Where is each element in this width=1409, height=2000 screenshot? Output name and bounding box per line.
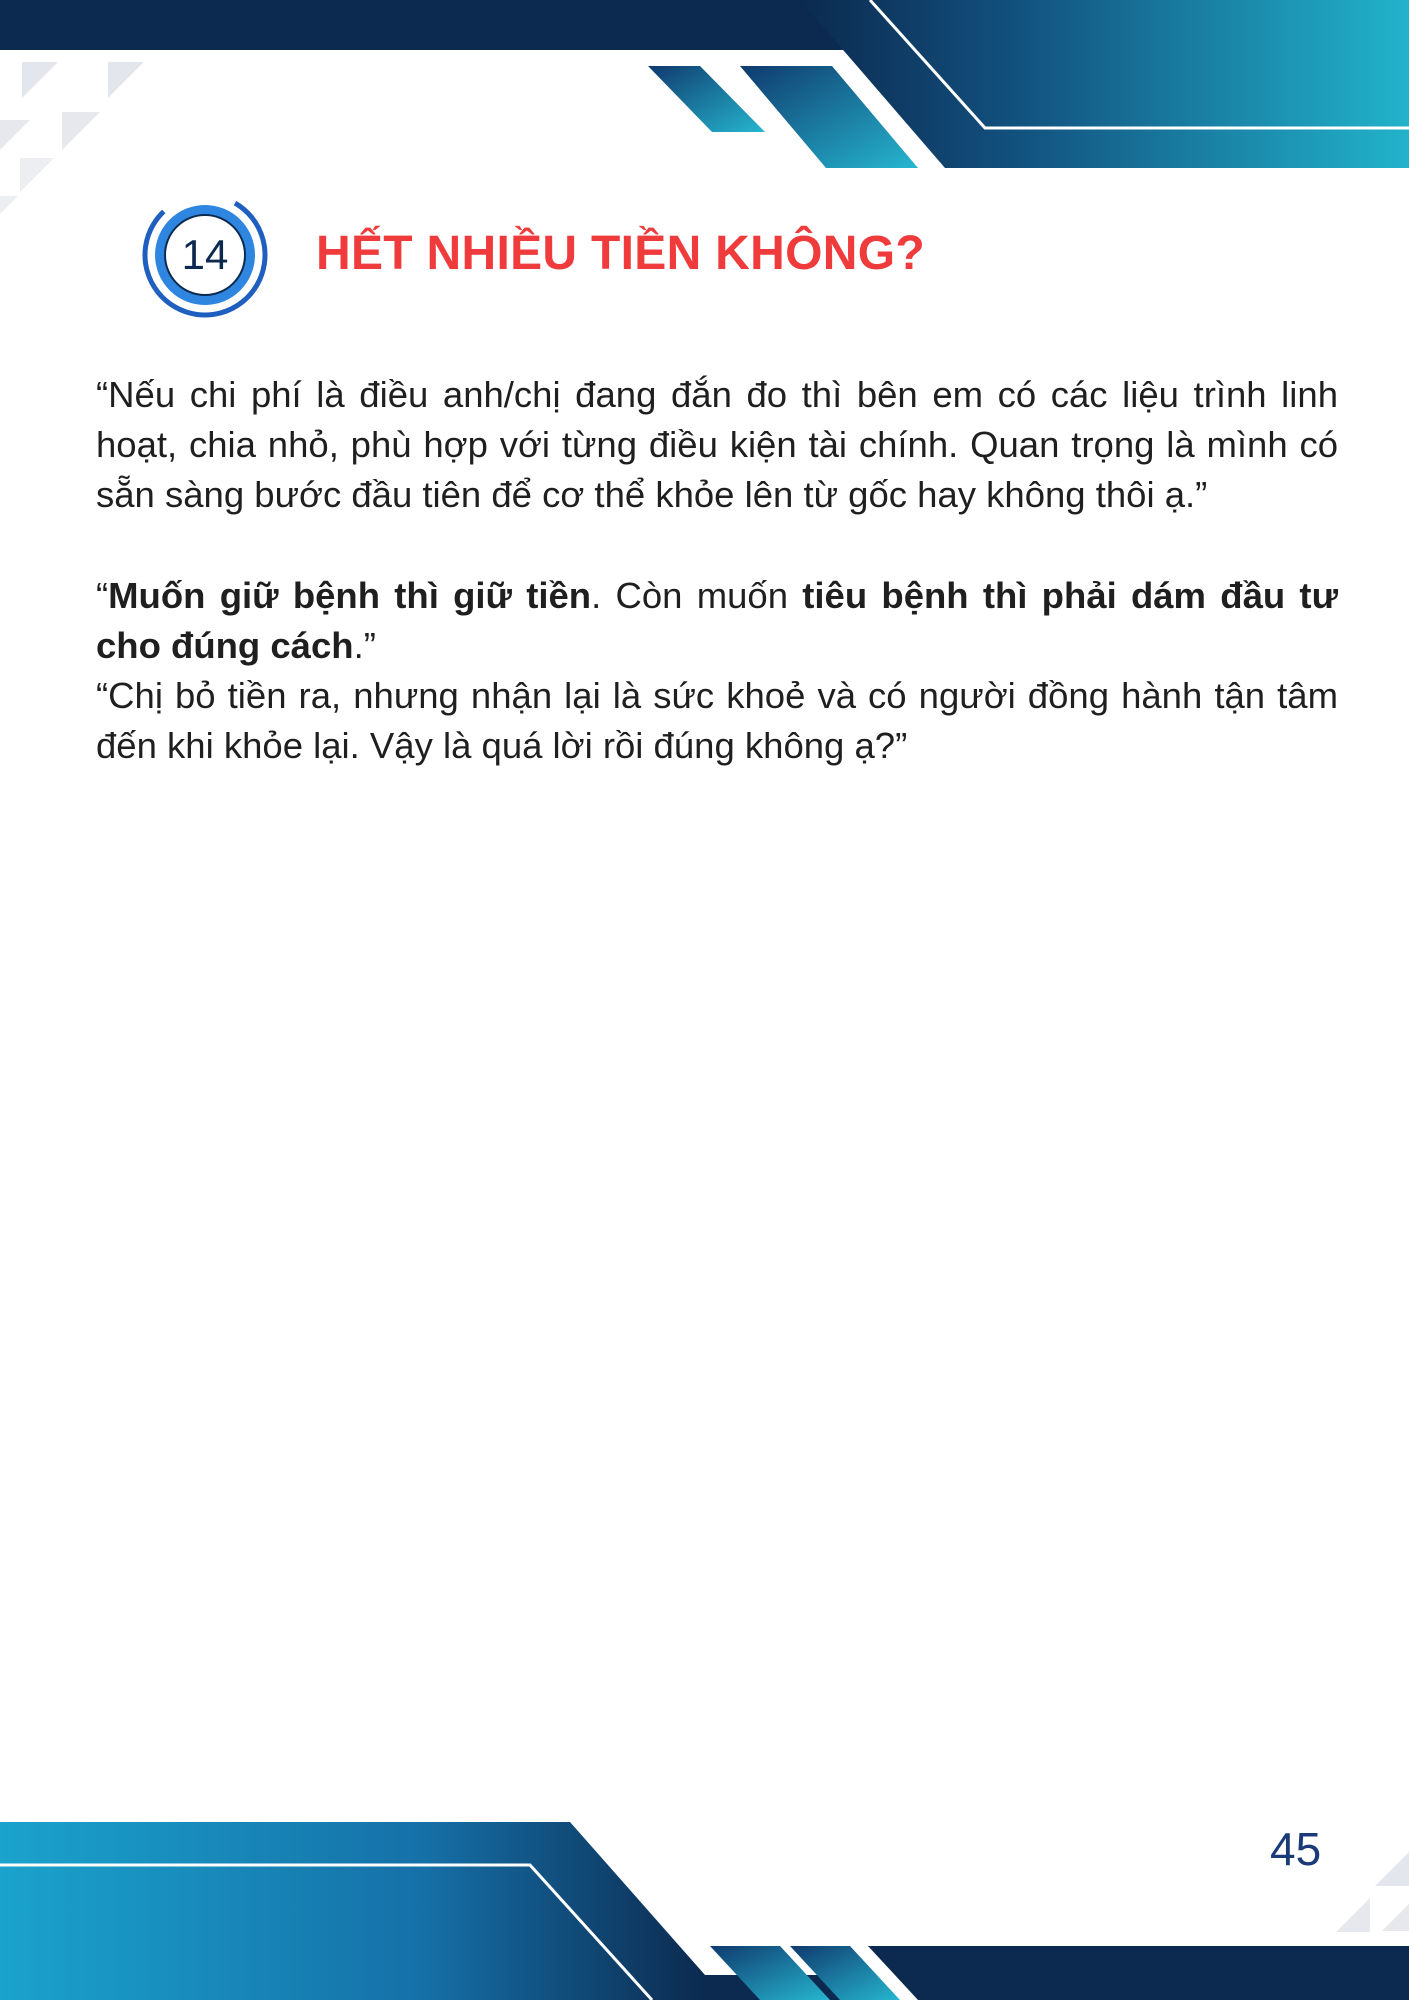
paragraph-cost-options: “Nếu chi phí là điều anh/chị đang đắn đo thì bên em có các liệu trình linh hoạt, chia nhỏ, phù hợp với từng điều kiện tài chính. Quan trọng là mình có sẵn sàng bước đầu tiên để cơ thể khỏe lên từ gốc hay không thôi ạ.” xyxy=(96,374,1338,516)
bottom-footer-decoration xyxy=(0,1822,1409,2000)
paragraph-worth-it: “Chị bỏ tiền ra, nhưng nhận lại là sức khoẻ và có người đồng hành tận tâm đến khi khỏe lại. Vậy là quá lời rồi đúng không ạ?” xyxy=(96,675,1338,767)
page-number: 45 xyxy=(1270,1823,1322,1875)
close-quote: .” xyxy=(353,624,376,666)
paragraph-invest-health xyxy=(96,571,1338,772)
top-header-decoration xyxy=(0,0,1409,214)
section-number: 14 xyxy=(181,231,229,278)
section-number-badge xyxy=(140,190,270,320)
body-text xyxy=(96,370,1338,771)
section-title: HẾT NHIỀU TIỀN KHÔNG? xyxy=(316,227,925,280)
bold-phrase-keep-money: Muốn giữ bệnh thì giữ tiền xyxy=(108,574,592,616)
middle-text: . Còn muốn xyxy=(591,574,803,616)
open-quote: “ xyxy=(96,574,109,616)
bold-phrase-invest: tiêu bệnh thì phải dám đầu tư cho đúng cách xyxy=(96,574,1338,666)
